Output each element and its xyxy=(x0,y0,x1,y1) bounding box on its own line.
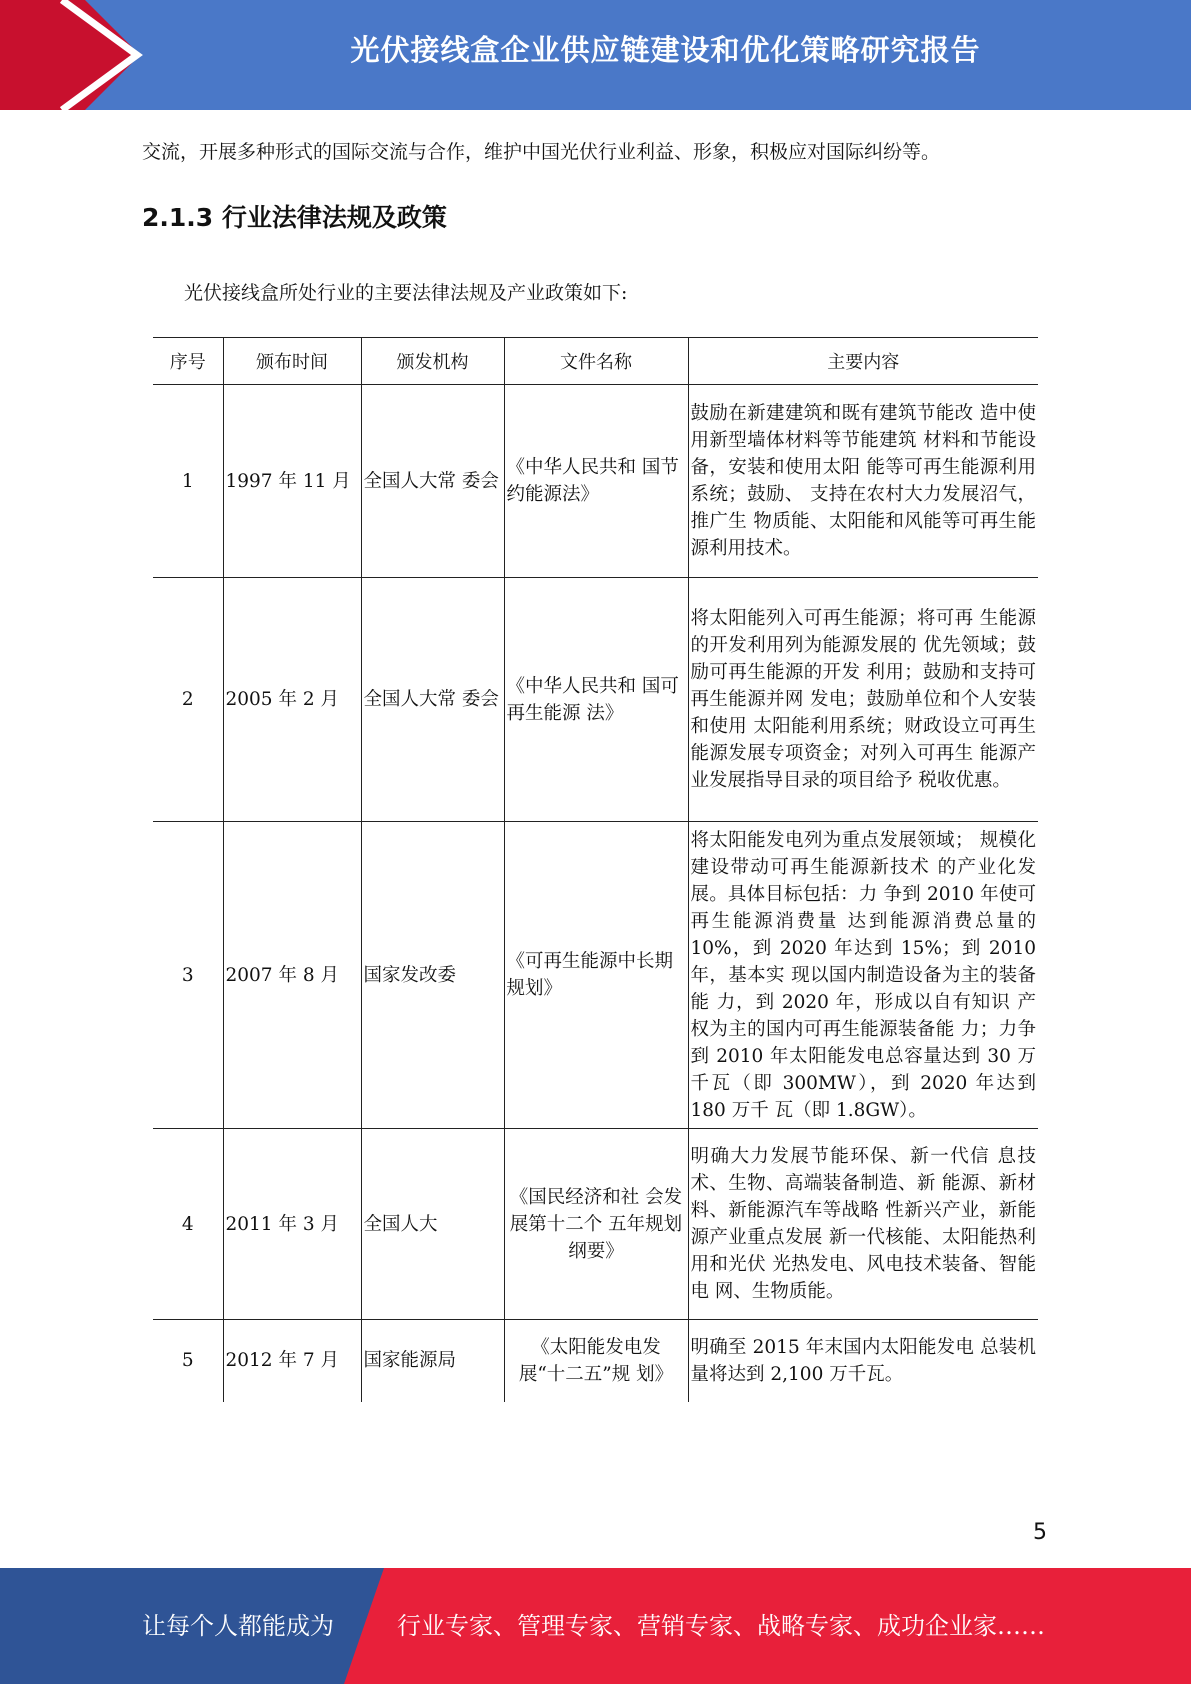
header-no: 序号 xyxy=(153,338,223,385)
report-title: 光伏接线盒企业供应链建设和优化策略研究报告 xyxy=(350,33,981,67)
header-date: 颁布时间 xyxy=(223,338,361,385)
header-org: 颁发机构 xyxy=(361,338,504,385)
cell-date: 2007 年 8 月 xyxy=(223,822,361,1129)
cell-org: 国家发改委 xyxy=(361,822,504,1129)
cell-no: 3 xyxy=(153,822,223,1129)
cell-doc: 《太阳能发电发 展“十二五”规 划》 xyxy=(504,1320,688,1402)
table-header-row xyxy=(153,338,1038,385)
cell-org: 全国人大 xyxy=(361,1129,504,1320)
cell-org: 国家能源局 xyxy=(361,1320,504,1402)
cell-org: 全国人大常 委会 xyxy=(361,578,504,822)
table-row xyxy=(153,1129,1038,1320)
table-row xyxy=(153,822,1038,1129)
cell-content: 明确大力发展节能环保、新一代信 息技术、生物、高端装备制造、新 能源、新材料、新能源汽车等战略 性新兴产业，新能源产业重点发展 新一代核能、太阳能热利用和光伏 光热发电、风电技术装备、智能电 网、生物质能。 xyxy=(688,1129,1038,1320)
cell-doc: 《可再生能源中长期规划》 xyxy=(504,822,688,1129)
policy-table xyxy=(153,337,1038,1402)
table-row xyxy=(153,385,1038,578)
table-intro-paragraph: 光伏接线盒所处行业的主要法律法规及产业政策如下: xyxy=(184,282,628,304)
cell-date: 2012 年 7 月 xyxy=(223,1320,361,1402)
page-number: 5 xyxy=(1033,1520,1047,1545)
cell-no: 4 xyxy=(153,1129,223,1320)
cell-date: 1997 年 11 月 xyxy=(223,385,361,578)
header-content: 主要内容 xyxy=(688,338,1038,385)
cell-doc: 《中华人民共和 国节约能源法》 xyxy=(504,385,688,578)
cell-date: 2011 年 3 月 xyxy=(223,1129,361,1320)
page-header xyxy=(0,0,1191,110)
cell-no: 1 xyxy=(153,385,223,578)
table-row xyxy=(153,578,1038,822)
footer-slogan-right: 行业专家、管理专家、营销专家、战略专家、成功企业家…… xyxy=(397,1612,1045,1640)
chevron-arrow-icon xyxy=(0,0,160,110)
page-footer xyxy=(0,1568,1191,1684)
cell-content: 鼓励在新建建筑和既有建筑节能改 造中使用新型墙体材料等节能建筑 材料和节能设备，安装和使用太阳 能等可再生能源利用系统；鼓励、 支持在农村大力发展沼气，推广生 物质能、太阳能和风能等可再生能 源利用技术。 xyxy=(688,385,1038,578)
intro-paragraph: 交流，开展多种形式的国际交流与合作，维护中国光伏行业利益、形象，积极应对国际纠纷等。 xyxy=(142,141,941,163)
cell-org: 全国人大常 委会 xyxy=(361,385,504,578)
header-doc: 文件名称 xyxy=(504,338,688,385)
cell-no: 2 xyxy=(153,578,223,822)
cell-date: 2005 年 2 月 xyxy=(223,578,361,822)
table-row xyxy=(153,1320,1038,1402)
cell-doc: 《国民经济和社 会发展第十二个 五年规划纲要》 xyxy=(504,1129,688,1320)
cell-no: 5 xyxy=(181,1350,194,1372)
cell-doc: 《中华人民共和 国可再生能源 法》 xyxy=(504,578,688,822)
cell-content: 将太阳能发电列为重点发展领域； 规模化建设带动可再生能源新技术 的产业化发展。具体目标包括：力 争到 2010 年使可再生能源消费量 达到能源消费总量的 10%，到 2020 年达到 15%；到 2010 年，基本实 现以国内制造设备为主的装备能 力，到 2020 年，形成以自有知识 产权为主的国内可再生能源装备能 力；力争到 2010 年太阳能发电总容量达到 30 万千瓦（即 300MW），到 2020 年达到 180 万千 瓦（即 1.8GW）。 xyxy=(688,822,1038,1129)
cell-content: 明确至 2015 年末国内太阳能发电 总装机量将达到 2,100 万千瓦。 xyxy=(688,1320,1038,1402)
cell-content: 将太阳能列入可再生能源；将可再 生能源的开发利用列为能源发展的 优先领域；鼓励可再生能源的开发 利用；鼓励和支持可再生能源并网 发电；鼓励单位和个人安装和使用 太阳能利用系统；财政设立可再生 能源发展专项资金；对列入可再生 能源产业发展指导目录的项目给予 税收优惠。 xyxy=(688,578,1038,822)
footer-slogan-left: 让每个人都能成为 xyxy=(142,1612,334,1640)
section-heading: 2.1.3 行业法律法规及政策 xyxy=(142,203,447,232)
